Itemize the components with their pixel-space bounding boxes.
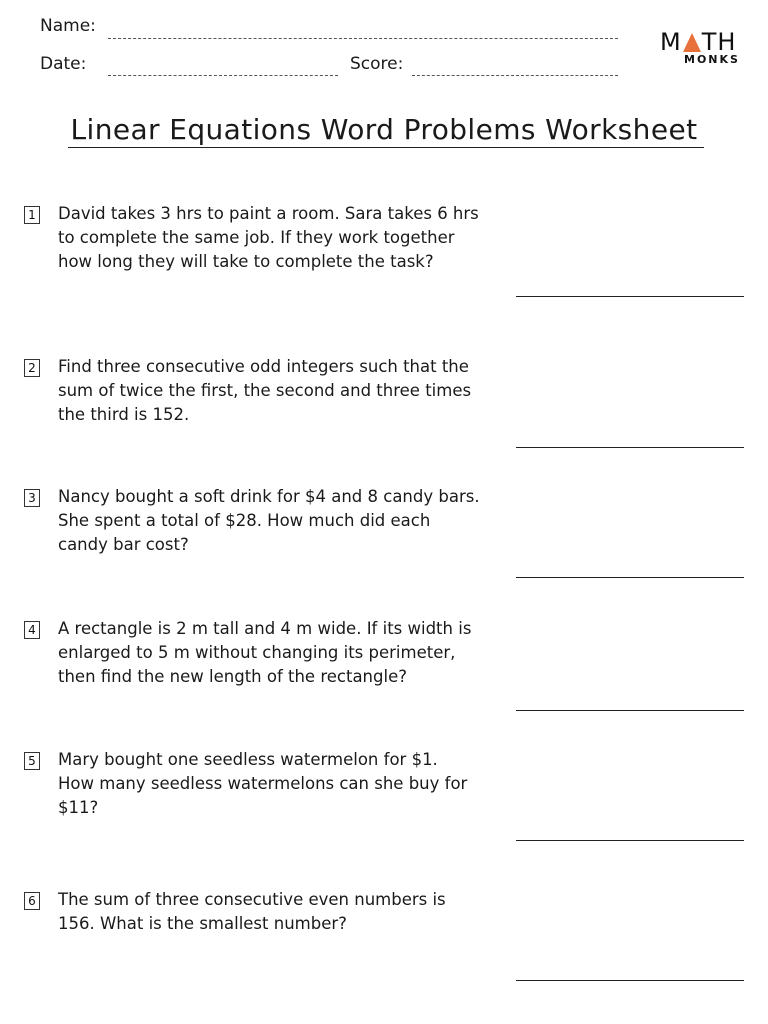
answer-line-4[interactable] (516, 710, 744, 711)
problem-number-box: 6 (24, 892, 40, 910)
problem-number-box: 4 (24, 621, 40, 639)
score-field[interactable] (412, 75, 618, 76)
date-field[interactable] (108, 75, 338, 76)
problem-text: Mary bought one seedless watermelon for $1. How many seedless watermelons can she buy for $11? (58, 750, 468, 817)
logo-word-left: M (660, 28, 682, 56)
problem-number-box: 5 (24, 752, 40, 770)
title-underline (68, 147, 704, 148)
page-title: Linear Equations Word Problems Worksheet (70, 113, 698, 146)
problem-6 (24, 888, 524, 944)
date-label: Date: (40, 54, 87, 74)
problem-text: A rectangle is 2 m tall and 4 m wide. If its width is enlarged to 5 m without changing its perimeter, then find the new length of the rectangle? (58, 619, 472, 686)
logo-subtitle: MONKS (684, 53, 740, 66)
problem-text: David takes 3 hrs to paint a room. Sara takes 6 hrs to complete the same job. If they work together how long they will take to complete the task? (58, 204, 479, 271)
problem-number-box: 2 (24, 359, 40, 377)
problem-text: Find three consecutive odd integers such that the sum of twice the first, the second and three times the third is 152. (58, 357, 472, 424)
problem-4 (24, 617, 524, 697)
problem-3 (24, 485, 524, 565)
logo-wordmark (660, 28, 736, 56)
answer-line-1[interactable] (516, 296, 744, 297)
triangle-a-icon (683, 33, 701, 52)
problem-5 (24, 748, 524, 828)
score-label: Score: (350, 54, 404, 74)
problem-number-box: 1 (24, 206, 40, 224)
answer-line-2[interactable] (516, 447, 744, 448)
answer-line-3[interactable] (516, 577, 744, 578)
math-monks-logo (660, 28, 740, 68)
problem-text: The sum of three consecutive even numbers is 156. What is the smallest number? (58, 890, 446, 933)
problem-number-box: 3 (24, 489, 40, 507)
problem-text: Nancy bought a soft drink for $4 and 8 candy bars. She spent a total of $28. How much did each candy bar cost? (58, 487, 480, 554)
name-label: Name: (40, 16, 96, 36)
problem-2 (24, 355, 524, 435)
name-field[interactable] (108, 38, 618, 39)
logo-word-right: TH (701, 28, 737, 56)
problem-1 (24, 202, 524, 282)
answer-line-6[interactable] (516, 980, 744, 981)
answer-line-5[interactable] (516, 840, 744, 841)
